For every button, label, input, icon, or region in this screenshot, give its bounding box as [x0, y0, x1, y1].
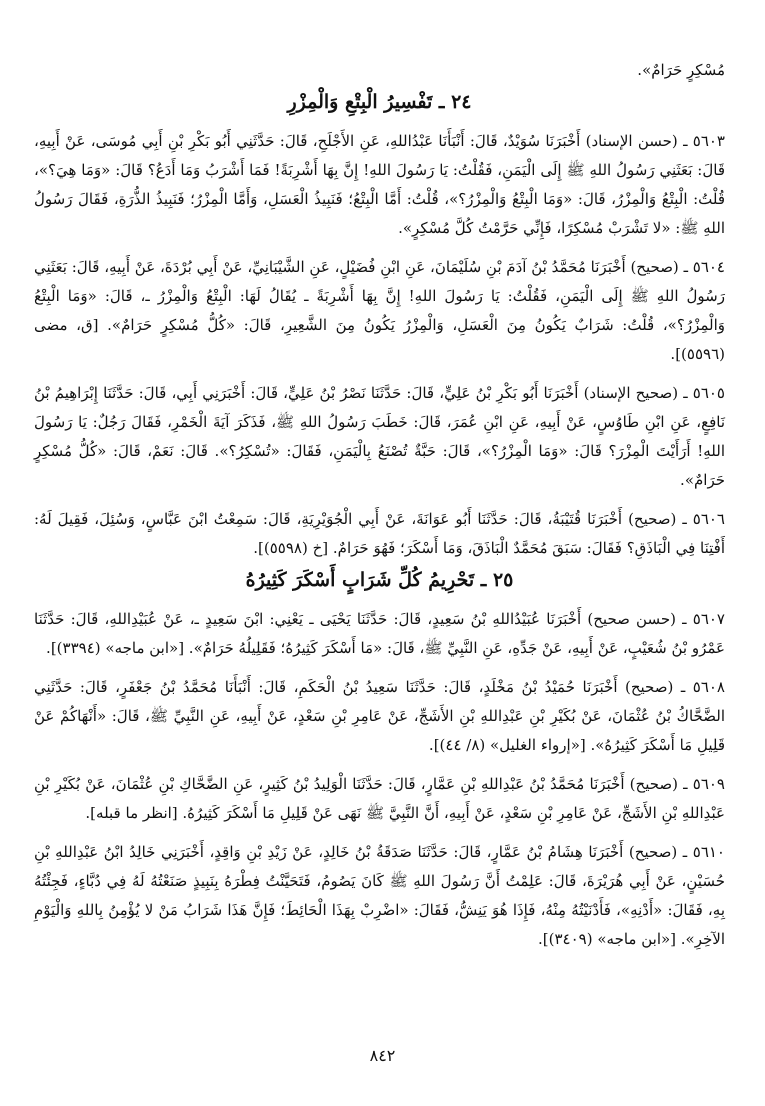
- hadith-5603: [34, 127, 725, 243]
- chapter-heading-24: ٢٤ ـ تَفْسِيرُ الْبِتْعِ وَالْمِزْرِ: [287, 91, 472, 113]
- continued-text: مُسْكِرٍ حَرَامٌ».: [637, 61, 725, 79]
- hadith-text: ٥٦١٠ ـ (صحيح) أَخْبَرَنَا هِشَامُ بْنُ عَمَّارٍ، قَالَ: حَدَّثَنَا صَدَقَةُ بْنُ خَالِدٍ، عَنْ زَيْدِ بْنِ وَاقِدٍ، أَخْبَرَنِي خَالِدُ ابْنُ عَبْدِاللهِ بْنِ حُسَيْنٍ، عَنْ أَبِي هُرَيْرَةَ، قَالَ: عَلِمْتُ أَنَّ رَسُولَ اللهِ ﷺ كَانَ يَصُومُ، فَتَحَيَّنْتُ فِطْرَهُ بِنَبِيذٍ صَنَعْتُهُ لَهُ فِي دُبَّاءٍ، فَجِئْتُهُ بِهِ، فَقَالَ: «أَدْنِهِ»، فَأَدْنَيْتُهُ مِنْهُ، فَإِذَا هُوَ يَنِشُّ، فَقَالَ: «اضْرِبْ بِهَذَا الْحَائِطَ؛ فَإِنَّ هَذَا شَرَابُ مَنْ لا يُؤْمِنُ بِاللهِ وَالْيَوْمِ الآخِرِ». [«ابن ماجه» (٣٤٠٩)].: [34, 843, 725, 948]
- hadith-5604: [34, 253, 725, 369]
- hadith-5606: [34, 505, 725, 563]
- hadith-5607: [34, 605, 725, 663]
- hadith-text: ٥٦٠٨ ـ (صحيح) أَخْبَرَنَا حُمَيْدُ بْنُ مَخْلَدٍ، قَالَ: حَدَّثَنَا سَعِيدُ بْنُ الْحَكَمِ، قَالَ: أَنْبَأَنَا مُحَمَّدُ بْنُ جَعْفَرٍ، قَالَ: حَدَّثَنِي الضَّحَّاكُ بْنُ عُثْمَانَ، عَنْ بُكَيْرِ بْنِ عَبْدِاللهِ بْنِ الأَشَجِّ، عَنْ عَامِرِ بْنِ سَعْدٍ، عَنْ أَبِيهِ، عَنِ النَّبِيِّ ﷺ، قَالَ: «أَنْهَاكُمْ عَنْ قَلِيلِ مَا أَسْكَرَ كَثِيرُهُ». [«إرواء الغليل» (٨/ ٤٤)].: [34, 678, 725, 754]
- chapter-heading-25: ٢٥ ـ تَحْرِيمُ كُلِّ شَرَابٍ أَسْكَرَ كَثِيرُهُ: [245, 569, 514, 591]
- hadith-5605: [34, 379, 725, 495]
- hadith-text: ٥٦٠٣ ـ (حسن الإسناد) أَخْبَرَنَا سُوَيْدٌ، قَالَ: أَنْبَأَنَا عَبْدُاللهِ، عَنِ الأَجْلَحِ، قَالَ: حَدَّثَنِي أَبُو بَكْرِ بْنِ أَبِي مُوسَى، عَنْ أَبِيهِ، قَالَ: بَعَثَنِي رَسُولُ اللهِ ﷺ إِلَى الْيَمَنِ، فَقُلْتُ: يَا رَسُولَ اللهِ! إِنَّ بِهَا أَشْرِبَةً! فَمَا أَشْرَبُ وَمَا أَدَعُ؟ قَالَ: «وَمَا هِيَ؟»، قُلْتُ: الْبِتْعُ وَالْمِزْرُ، قَالَ: «وَمَا الْبِتْعُ وَالْمِزْرُ؟»، قُلْتُ: أَمَّا الْبِتْعُ؛ فَنَبِيذُ الْعَسَلِ، وَأَمَّا الْمِزْرُ؛ فَنَبِيذُ الذُّرَةِ، فَقَالَ رَسُولُ اللهِ ﷺ: «لا تَشْرَبْ مُسْكِرًا، فَإِنِّي حَرَّمْتُ كُلَّ مُسْكِرٍ».: [34, 132, 725, 237]
- page-number: ٨٤٢: [369, 1046, 396, 1065]
- hadith-text: ٥٦٠٦ ـ (صحيح) أَخْبَرَنَا قُتَيْبَةُ، قَالَ: حَدَّثَنَا أَبُو عَوَانَةَ، عَنْ أَبِي الْجُوَيْرِيَةِ، قَالَ: سَمِعْتُ ابْنَ عَبَّاسٍ، وَسُئِلَ، فَقِيلَ لَهُ: أَفْتِنَا فِي الْبَاذَقِ؟ فَقَالَ: سَبَقَ مُحَمَّدٌ الْبَاذَقَ، وَمَا أَسْكَرَ؛ فَهُوَ حَرَامٌ. [خ (٥٥٩٨)].: [34, 510, 725, 557]
- hadith-text: ٥٦٠٩ ـ (صحيح) أَخْبَرَنَا مُحَمَّدُ بْنُ عَبْدِاللهِ بْنِ عَمَّارٍ، قَالَ: حَدَّثَنَا الْوَلِيدُ بْنُ كَثِيرٍ، عَنِ الضَّحَّاكِ بْنِ عُثْمَانَ، عَنْ بُكَيْرِ بْنِ عَبْدِاللهِ بْنِ الأَشَجِّ، عَنْ عَامِرِ بْنِ سَعْدٍ، عَنْ أَبِيهِ، أَنَّ النَّبِيَّ ﷺ نَهَى عَنْ قَلِيلِ مَا أَسْكَرَ كَثِيرُهُ. [انظر ما قبله].: [34, 775, 725, 822]
- hadith-text: ٥٦٠٧ ـ (حسن صحيح) أَخْبَرَنَا عُبَيْدُاللهِ بْنُ سَعِيدٍ، قَالَ: حَدَّثَنَا يَحْيَى ـ يَعْنِي: ابْنَ سَعِيدٍ ـ، عَنْ عُبَيْدِاللهِ، قَالَ: حَدَّثَنَا عَمْرُو بْنُ شُعَيْبٍ، عَنْ أَبِيهِ، عَنْ جَدِّهِ، عَنِ النَّبِيِّ ﷺ، قَالَ: «مَا أَسْكَرَ كَثِيرُهُ؛ فَقَلِيلُهُ حَرَامٌ». [«ابن ماجه» (٣٣٩٤)].: [34, 610, 725, 657]
- hadith-5610: [34, 838, 725, 954]
- page-body: [34, 56, 725, 954]
- hadith-text: ٥٦٠٥ ـ (صحيح الإسناد) أَخْبَرَنَا أَبُو بَكْرِ بْنُ عَلِيٍّ، قَالَ: حَدَّثَنَا نَصْرُ بْنُ عَلِيٍّ، قَالَ: أَخْبَرَنِي أَبِي، قَالَ: حَدَّثَنَا إِبْرَاهِيمُ بْنُ نَافِعٍ، عَنِ ابْنِ طَاوُسٍ، عَنْ أَبِيهِ، عَنِ ابْنِ عُمَرَ، قَالَ: خَطَبَ رَسُولُ اللهِ ﷺ، فَذَكَرَ آيَةَ الْخَمْرِ، فَقَالَ رَجُلٌ: يَا رَسُولَ اللهِ! أَرَأَيْتَ الْمِزْرَ؟ قَالَ: «وَمَا الْمِزْرُ؟»، قَالَ: حَبَّةٌ تُصْنَعُ بِالْيَمَنِ، فَقَالَ: «تُسْكِرُ؟». قَالَ: نَعَمْ، قَالَ: «كُلُّ مُسْكِرٍ حَرَامٌ».: [34, 384, 725, 489]
- hadith-5608: [34, 673, 725, 760]
- hadith-text: ٥٦٠٤ ـ (صحيح) أَخْبَرَنَا مُحَمَّدُ بْنُ آدَمَ بْنِ سُلَيْمَانَ، عَنِ ابْنِ فُضَيْلٍ، عَنِ الشَّيْبَانِيِّ، عَنْ أَبِي بُرْدَةَ، عَنْ أَبِيهِ، قَالَ: بَعَثَنِي رَسُولُ اللهِ ﷺ إِلَى الْيَمَنِ، فَقُلْتُ: يَا رَسُولَ اللهِ! إِنَّ بِهَا أَشْرِبَةً ـ يُقَالُ لَهَا: الْبِتْعُ وَالْمِزْرُ ـ، قَالَ: «وَمَا الْبِتْعُ وَالْمِزْرُ؟»، قُلْتُ: شَرَابٌ يَكُونُ مِنَ الْعَسَلِ، وَالْمِزْرُ يَكُونُ مِنَ الشَّعِيرِ، قَالَ: «كُلُّ مُسْكِرٍ حَرَامٌ». [ق، مضى (٥٥٩٦)].: [34, 258, 725, 363]
- hadith-5609: [34, 770, 725, 828]
